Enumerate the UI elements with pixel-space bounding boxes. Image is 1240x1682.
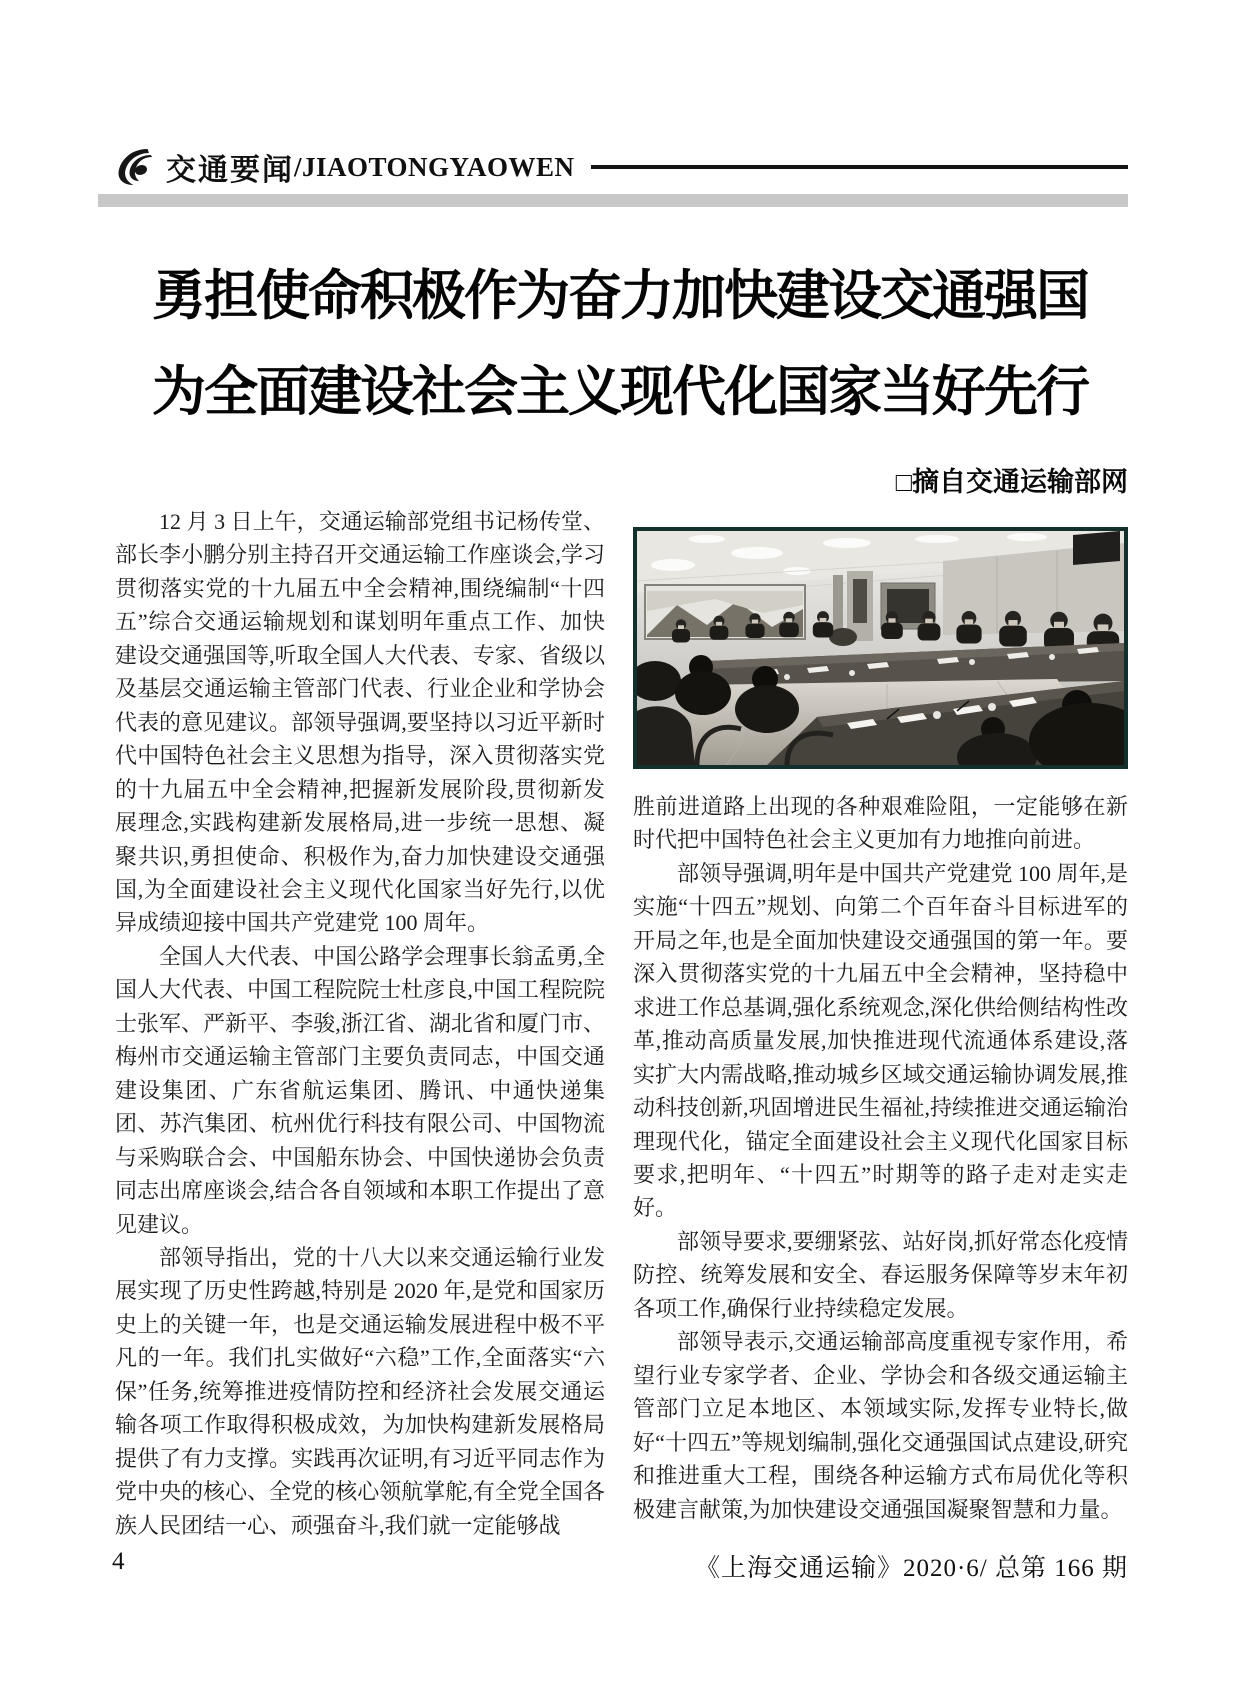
page-number: 4 (112, 1548, 125, 1575)
article-title (56, 248, 1184, 440)
meeting-photo-illustration (637, 531, 1124, 765)
paragraph: 部领导强调,明年是中国共产党建党 100 周年,是实施“十四五”规划、向第二个百年奋斗目标进军的开局之年,也是全面加快建设交通强国的第一年。要深入贯彻落实党的十九届五中全会精神，坚持稳中求进工作总基调,强化系统观念,深化供给侧结构性改革,推动高质量发展,加快推进现代流通体系建设,落实扩大内需战略,推动城乡区域交通运输协调发展,推动科技创新,巩固增进民生福祉,持续推进交通运输治理现代化，锚定全面建设社会主义现代化国家目标要求,把明年、“十四五”时期等的路子走对走实走好。 (633, 860, 1129, 1221)
section-title-pinyin: /JIAOTONGYAOWEN (294, 151, 575, 182)
paragraph: 12 月 3 日上午，交通运输部党组书记杨传堂、部长李小鹏分别主持召开交通运输工作座谈会,学习贯彻落实党的十九届五中全会精神,围绕编制“十四五”综合交通运输规划和谋划明年重点工作、加快建设交通强国等,听取全国人大代表、专家、省级以及基层交通运输主管部门代表、行业企业和学协会代表的意见建议。部领导强调,要坚持以习近平新时代中国特色社会主义思想为指导，深入贯彻落实党的十九届五中全会精神,把握新发展阶段,贯彻新发展理念,实践构建新发展格局,进一步统一思想、凝聚共识,勇担使命、积极作为,奋力加快建设交通强国,为全面建设社会主义现代化国家当好先行,以优异成绩迎接中国共产党建党 100 周年。 (115, 509, 605, 936)
meeting-photo (633, 527, 1128, 769)
right-column (633, 527, 1128, 1526)
left-column (115, 505, 605, 1542)
paragraph-continuation: 胜前进道路上出现的各种艰难险阻，一定能够在新时代把中国特色社会主义更加有力地推向前进。 (633, 794, 1128, 853)
byline: □摘自交通运输部网 (895, 467, 1128, 497)
journal-swoosh-logo-icon (112, 147, 156, 187)
logo-graphic (112, 147, 156, 187)
journal-issue-info: 《上海交通运输》2020·6/ 总第 166 期 (694, 1555, 1128, 1582)
article-title-line2: 为全面建设社会主义现代化国家当好先行 (152, 362, 1088, 422)
header-gray-bar (98, 194, 1128, 207)
section-title: 交通要闻 (166, 154, 294, 187)
article-title-line1: 勇担使命积极作为奋力加快建设交通强国 (152, 266, 1088, 326)
page-footer (112, 1548, 1128, 1584)
paragraph: 部领导表示,交通运输部高度重视专家作用，希望行业专家学者、企业、学协会和各级交通运输主管部门立足本地区、本领域实际,发挥专业特长,做好“十四五”等规划编制,强化交通强国试点建设,研究和推进重大工程，围绕各种运输方式布局优化等积极建言献策,为加快建设交通强国凝聚智慧和力量。 (633, 1329, 1128, 1522)
paragraph: 部领导指出，党的十八大以来交通运输行业发展实现了历史性跨越,特别是 2020 年,是党和国家历史上的关键一年，也是交通运输发展进程中极不平凡的一年。我们扎实做好“六稳”工作,全面落实“六保”任务,统筹推进疫情防控和经济社会发展交通运输各项工作取得积极成效，为加快构建新发展格局提供了有力支撑。实践再次证明,有习近平同志作为党中央的核心、全党的核心领航掌舵,有全党全国各族人民团结一心、顽强奋斗,我们就一定能够战 (115, 1244, 605, 1538)
paragraph: 部领导要求,要绷紧弦、站好岗,抓好常态化疫情防控、统筹发展和安全、春运服务保障等岁末年初各项工作,确保行业持续稳定发展。 (633, 1228, 1129, 1321)
page-header (98, 146, 1128, 208)
paragraph: 全国人大代表、中国公路学会理事长翁孟勇,全国人大代表、中国工程院院士杜彦良,中国工程院院士张军、严新平、李骏,浙江省、湖北省和厦门市、梅州市交通运输主管部门主要负责同志，中国交通建设集团、广东省航运集团、腾讯、中通快递集团、苏汽集团、杭州优行科技有限公司、中国物流与采购联合会、中国船东协会、中国快递协会负责同志出席座谈会,结合各自领域和本职工作提出了意见建议。 (115, 943, 605, 1237)
header-rule (591, 165, 1128, 169)
